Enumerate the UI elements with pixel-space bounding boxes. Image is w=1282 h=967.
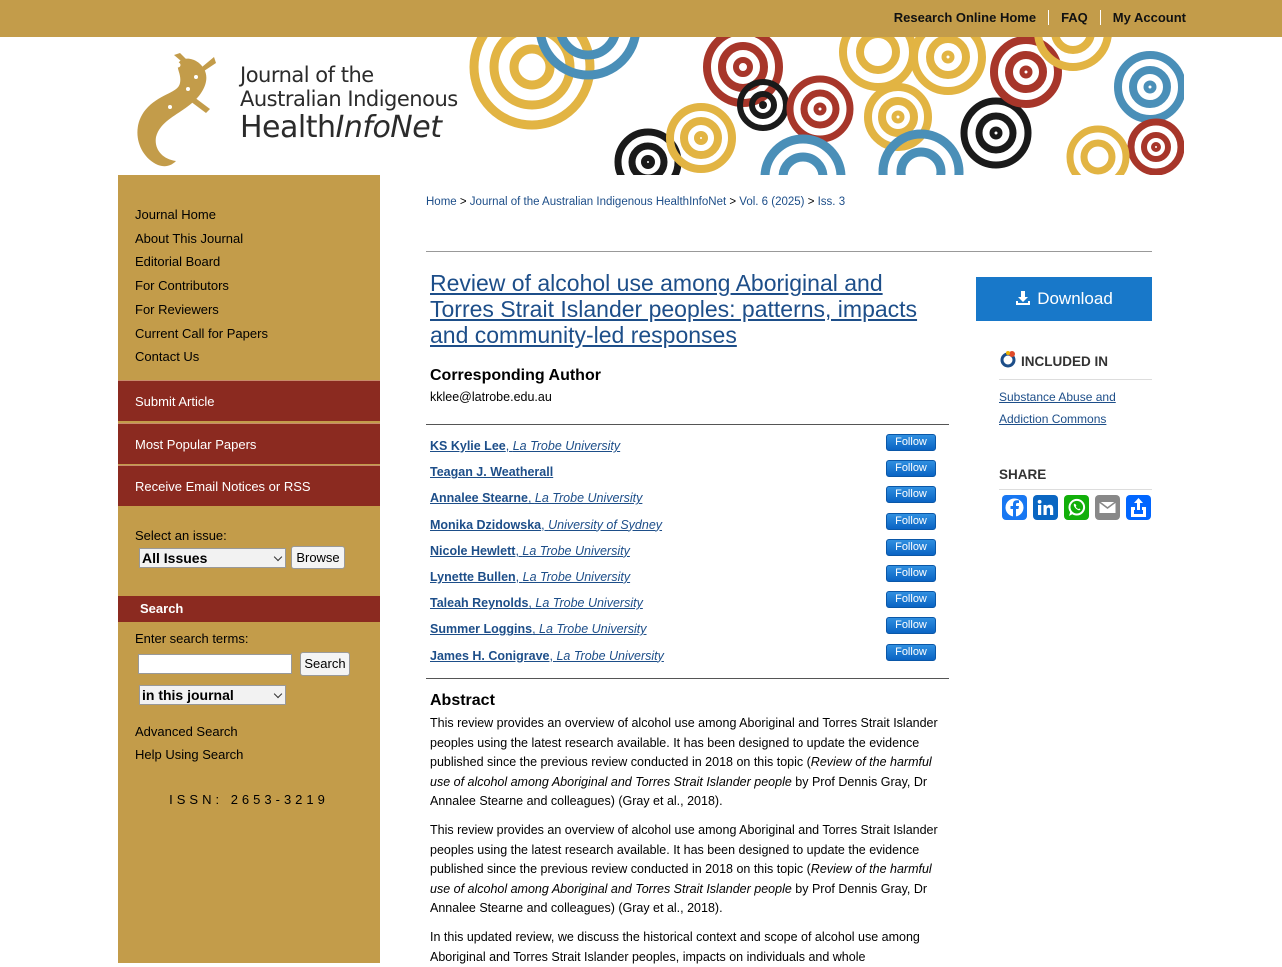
- author-name: KS Kylie Lee: [430, 439, 506, 453]
- divider: [999, 489, 1152, 490]
- abstract-text: by Prof Dennis Gray, Dr Annalee Stearne and colleagues) (Gray et al., 2018).: [430, 881, 928, 916]
- breadcrumb-issue[interactable]: Iss. 3: [817, 196, 846, 208]
- corresponding-author-heading: Corresponding Author: [430, 367, 601, 384]
- journal-logo-text: [240, 65, 458, 143]
- issn: ISSN: 2653-3219: [169, 792, 329, 807]
- breadcrumb: Home > Journal of the Australian Indigenous HealthInfoNet > Vol. 6 (2025) > Iss. 3: [426, 196, 846, 208]
- author-affiliation: La Trobe University: [556, 648, 664, 663]
- author-row: [430, 432, 940, 458]
- linkedin-icon[interactable]: [1033, 495, 1058, 520]
- search-links: [135, 720, 243, 766]
- abstract-cited-title: Review of the harmful use of alcohol among Aboriginal and Torres Strait Islander people: [430, 755, 932, 789]
- journal-banner[interactable]: [118, 37, 1184, 175]
- sidebar-nav: [135, 203, 268, 369]
- breadcrumb-home[interactable]: Home: [426, 196, 457, 208]
- author-name: Nicole Hewlett: [430, 543, 516, 558]
- share-more-icon[interactable]: [1126, 495, 1151, 520]
- author-link[interactable]: [430, 570, 630, 584]
- logo-infonet: InfoNet: [335, 110, 442, 145]
- author-name: Monika Dzidowska: [430, 517, 542, 532]
- author-affiliation-separator: ,: [549, 648, 557, 663]
- divider: [426, 424, 949, 425]
- divider: [426, 251, 1152, 252]
- author-affiliation: La Trobe University: [522, 569, 631, 584]
- author-name: Annalee Stearne: [430, 491, 528, 506]
- author-link[interactable]: [430, 596, 643, 610]
- download-label: Download: [1037, 289, 1113, 308]
- issue-select[interactable]: [139, 548, 286, 568]
- whatsapp-icon[interactable]: [1064, 495, 1089, 520]
- sidebar-item-contact[interactable]: Contact Us: [135, 349, 200, 365]
- abstract-paragraph: [430, 821, 948, 919]
- author-affiliation-separator: ,: [505, 439, 513, 453]
- chevron-down-icon: [274, 690, 282, 698]
- author-row: [430, 563, 940, 589]
- follow-author-button[interactable]: Follow: [886, 486, 936, 503]
- author-affiliation: La Trobe University: [539, 622, 647, 637]
- research-online-home-link[interactable]: Research Online Home: [893, 10, 1037, 25]
- top-nav: [894, 10, 1186, 25]
- author-affiliation-separator: ,: [527, 491, 535, 506]
- author-row: [430, 537, 940, 563]
- author-link[interactable]: [430, 622, 647, 636]
- follow-author-button[interactable]: Follow: [886, 460, 936, 477]
- corresponding-author-email: kklee@latrobe.edu.au: [430, 390, 552, 404]
- article-title[interactable]: Review of alcohol use among Aboriginal and Torres Strait Islander peoples: patterns, impacts and community-led responses: [430, 270, 918, 348]
- logo-line-3: [240, 110, 458, 145]
- search-label: Enter search terms:: [135, 631, 249, 646]
- share-icons: [1002, 495, 1151, 520]
- follow-author-button[interactable]: Follow: [886, 617, 936, 634]
- help-search-link[interactable]: Help Using Search: [135, 747, 244, 762]
- faq-link[interactable]: FAQ: [1061, 10, 1088, 25]
- author-affiliation-separator: ,: [532, 622, 540, 637]
- commons-icon: [999, 350, 1017, 368]
- search-header: Search: [118, 596, 380, 622]
- email-notices-button[interactable]: Receive Email Notices or RSS: [118, 465, 380, 506]
- author-name: Lynette Bullen: [430, 569, 516, 584]
- author-row: [430, 484, 940, 510]
- divider: [999, 379, 1152, 380]
- author-name: James H. Conigrave: [430, 648, 550, 663]
- popular-papers-button[interactable]: Most Popular Papers: [118, 423, 380, 464]
- email-share-icon[interactable]: [1095, 495, 1120, 520]
- included-in-label: INCLUDED IN: [1021, 354, 1108, 369]
- sidebar-item-reviewers[interactable]: For Reviewers: [135, 301, 219, 317]
- search-input[interactable]: [138, 654, 292, 674]
- logo-line-1: Journal of the: [240, 63, 374, 87]
- author-row: [430, 511, 940, 537]
- lizard-logo-icon: [137, 53, 216, 166]
- sidebar-item-journal-home[interactable]: Journal Home: [135, 207, 216, 222]
- author-name: Summer Loggins: [430, 622, 533, 637]
- author-row: [430, 589, 940, 615]
- follow-author-button[interactable]: Follow: [886, 513, 936, 530]
- author-link[interactable]: [430, 439, 620, 453]
- author-row: [430, 458, 940, 484]
- submit-article-button[interactable]: Submit Article: [118, 380, 380, 421]
- author-affiliation: La Trobe University: [522, 543, 630, 558]
- author-affiliation-separator: ,: [515, 543, 523, 558]
- author-row: [430, 615, 940, 641]
- author-affiliation-separator: ,: [515, 569, 523, 584]
- abstract-paragraph: In this updated review, we discuss the historical context and scope of alcohol use among Aboriginal and Torres Strait Islander peoples, impacts on individuals and whole: [430, 930, 920, 964]
- author-name: Taleah Reynolds: [430, 596, 529, 611]
- sidebar-item-contributors[interactable]: For Contributors: [135, 278, 229, 294]
- issue-select-value: All Issues: [142, 550, 208, 566]
- abstract-text: by Prof Dennis Gray, Dr Annalee Stearne and colleagues) (Gray et al., 2018).: [430, 774, 928, 809]
- follow-author-button[interactable]: Follow: [886, 539, 936, 556]
- author-list: [430, 432, 940, 668]
- abstract-text: This review provides an overview of alcohol use among Aboriginal and Torres Strait Islander peoples using the latest research available. It has been designed to update the evidence published since the previous review conducted in 2018 on this topic (: [430, 716, 938, 770]
- follow-author-button[interactable]: Follow: [886, 434, 936, 451]
- author-affiliation: La Trobe University: [534, 491, 643, 506]
- included-in-links: [999, 386, 1149, 430]
- nav-divider: [1048, 10, 1049, 25]
- author-link[interactable]: [430, 491, 642, 505]
- breadcrumb-journal[interactable]: Journal of the Australian Indigenous HealthInfoNet: [469, 196, 727, 208]
- author-link[interactable]: [430, 465, 553, 479]
- my-account-link[interactable]: My Account: [1112, 10, 1186, 25]
- follow-author-button[interactable]: Follow: [886, 565, 936, 582]
- author-affiliation: University of Sydney: [548, 517, 663, 532]
- author-affiliation: La Trobe University: [535, 596, 643, 611]
- share-heading: SHARE: [999, 467, 1047, 482]
- facebook-icon[interactable]: [1002, 495, 1027, 520]
- abstract-paragraph: [430, 714, 948, 812]
- author-affiliation-separator: ,: [541, 517, 549, 532]
- author-link[interactable]: [430, 649, 664, 663]
- abstract-cited-title: Review of the harmful use of alcohol among Aboriginal and Torres Strait Islander people: [430, 862, 932, 896]
- top-bar: [0, 0, 1282, 37]
- logo-line-2: Australian Indigenous: [240, 87, 458, 111]
- sidebar: [118, 175, 380, 963]
- author-link[interactable]: [430, 518, 662, 532]
- search-button[interactable]: Search: [300, 652, 350, 676]
- author-link[interactable]: [430, 544, 630, 558]
- browse-button[interactable]: Browse: [291, 546, 345, 569]
- logo-health: Health: [240, 110, 336, 145]
- download-button[interactable]: [976, 277, 1152, 321]
- follow-author-button[interactable]: Follow: [886, 644, 936, 661]
- search-scope-value: in this journal: [142, 687, 234, 703]
- author-affiliation-separator: ,: [528, 596, 536, 611]
- included-in-heading: [999, 354, 1108, 369]
- author-row: [430, 642, 940, 668]
- author-affiliation: La Trobe University: [512, 439, 621, 453]
- sidebar-item-call-for-papers[interactable]: Current Call for Papers: [135, 325, 268, 341]
- issue-select-label: Select an issue:: [135, 528, 227, 543]
- follow-author-button[interactable]: Follow: [886, 591, 936, 608]
- author-name: Teagan J. Weatherall: [430, 465, 554, 480]
- substance-abuse-commons-link[interactable]: Substance Abuse and Addiction Commons: [999, 390, 1116, 426]
- sidebar-item-about[interactable]: About This Journal: [135, 230, 244, 246]
- sidebar-item-editorial-board[interactable]: Editorial Board: [135, 254, 221, 270]
- divider: [426, 678, 949, 679]
- nav-divider: [1100, 10, 1101, 25]
- abstract-heading: Abstract: [430, 692, 495, 709]
- abstract-text: This review provides an overview of alcohol use among Aboriginal and Torres Strait Islander peoples using the latest research available. It has been designed to update the evidence published since the previous review conducted in 2018 on this topic (: [430, 823, 938, 877]
- advanced-search-link[interactable]: Advanced Search: [135, 724, 238, 739]
- download-icon: [1015, 290, 1031, 306]
- breadcrumb-volume[interactable]: Vol. 6 (2025): [739, 196, 805, 208]
- chevron-down-icon: [274, 553, 282, 561]
- search-scope-select[interactable]: [139, 685, 286, 705]
